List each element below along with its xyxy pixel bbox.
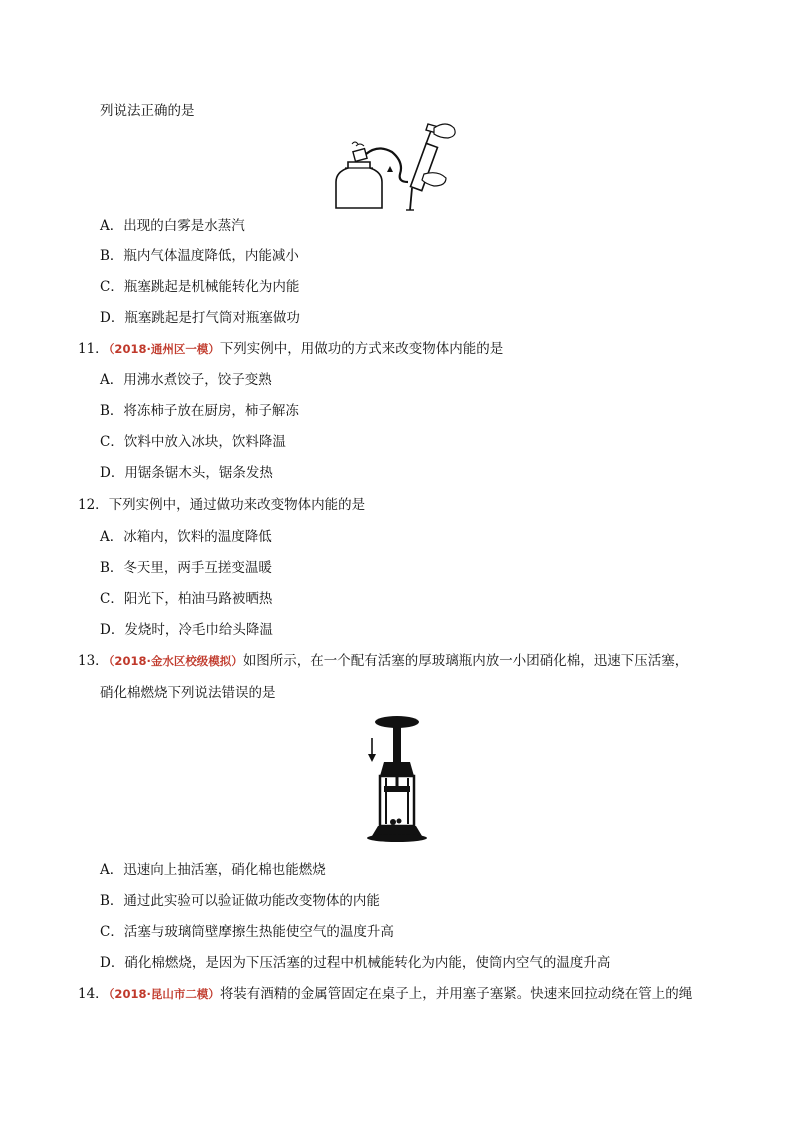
option-c: C．活塞与玻璃筒壁摩擦生热能使空气的温度升高 [100,924,394,940]
option-d: D．用锯条锯木头，锯条发热 [100,465,273,481]
question-stem-line-2: 硝化棉燃烧下列说法错误的是 [100,685,276,701]
bottle-pump-figure [330,122,465,214]
option-b: B．将冻柿子放在厨房，柿子解冻 [100,403,299,419]
piston-cylinder-figure [362,712,432,844]
question-stem: 下列实例中，用做功的方式来改变物体内能的是 [219,341,504,357]
question-stem-continued: 列说法正确的是 [100,103,195,119]
option-d: D．瓶塞跳起是打气筒对瓶塞做功 [100,310,300,326]
option-b: B．冬天里，两手互搓变温暖 [100,560,272,576]
option-a: A．迅速向上抽活塞，硝化棉也能燃烧 [100,862,326,878]
question-number: 12． [78,497,109,513]
question-source: （2018·金水区校级模拟） [108,654,243,668]
question-11 [78,340,503,358]
option-c: C．阳光下，柏油马路被晒热 [100,591,273,607]
question-number: 13． [78,653,109,669]
option-b: B．瓶内气体温度降低，内能减小 [100,248,299,264]
question-number: 11． [78,341,109,357]
option-a: A．出现的白雾是水蒸汽 [100,218,245,234]
question-number: 14． [78,986,109,1002]
option-c: C．瓶塞跳起是机械能转化为内能 [100,279,300,295]
option-d: D．发烧时，冷毛巾给头降温 [100,622,273,638]
option-a: A．冰箱内，饮料的温度降低 [100,529,272,545]
question-source: （2018·通州区一模） [108,342,220,356]
question-13 [78,652,688,670]
option-c: C．饮料中放入冰块，饮料降温 [100,434,286,450]
option-d: D．硝化棉燃烧，是因为下压活塞的过程中机械能转化为内能，使筒内空气的温度升高 [100,955,611,971]
question-stem: 如图所示，在一个配有活塞的厚玻璃瓶内放一小团硝化棉，迅速下压活塞， [242,653,689,669]
question-12 [78,496,365,514]
option-b: B．通过此实验可以验证做功能改变物体的内能 [100,893,380,909]
question-stem: 将装有酒精的金属管固定在桌子上，并用塞子塞紧。快速来回拉动绕在管上的绳 [219,986,693,1002]
question-14 [78,985,692,1003]
question-stem: 下列实例中，通过做功来改变物体内能的是 [108,497,366,513]
question-source: （2018·昆山市二模） [108,987,220,1001]
option-a: A．用沸水煮饺子，饺子变熟 [100,372,272,388]
